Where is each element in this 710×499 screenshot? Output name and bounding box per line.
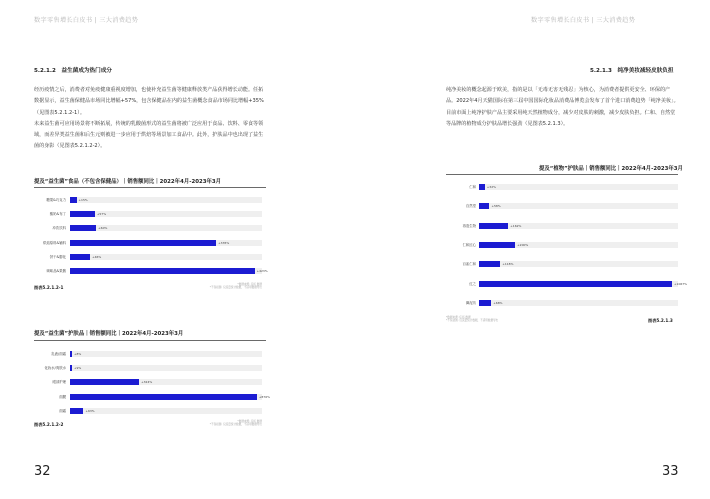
bar-row — [446, 300, 678, 306]
bar-row — [446, 281, 688, 287]
bar — [479, 242, 515, 248]
bar-value-label: +876% — [258, 394, 270, 399]
bar-category-label: 烘焙原料&辅料 — [43, 240, 66, 245]
bar-row — [34, 408, 262, 414]
bar-track — [70, 197, 262, 203]
bar-category-label: 仁和匠心 — [462, 242, 476, 247]
bar — [70, 211, 95, 217]
bar-category-label: 化妆水/爽肤水 — [44, 366, 66, 371]
bar-track — [70, 394, 270, 400]
chart3-source-note: *数据来源: 任拓 数据 *不包括国: 仅流量统计数据，不适用数据导出 — [446, 316, 499, 323]
bar-track — [70, 211, 262, 217]
chart1-figure-label: 图表5.2.1.2-1 — [34, 285, 64, 290]
bar-track — [70, 365, 262, 371]
bar-track — [70, 240, 262, 246]
bar-row — [446, 261, 678, 267]
bar — [70, 379, 139, 385]
bar-category-label: 再造生物 — [462, 223, 476, 228]
paragraph: 纯净美妆的概念起源于欧美，指的是以「无毒无害无残忍」为核心，为消费者提供更安全、环保的产品。2022年4月天猫国际在第三届中国国际化妆品消费品博览会发布了首个进口消费趋势「纯净美妆」。 — [446, 87, 679, 105]
bar-track — [70, 268, 268, 274]
running-header-left: 数字零售增长白皮书 | 三大消费趋势 — [34, 17, 139, 24]
bar — [479, 223, 508, 229]
bar-category-label: 仁和 — [469, 185, 476, 189]
bar-category-label: 乳液/面霜 — [51, 352, 66, 356]
bar-category-label: 自然堂 — [465, 204, 476, 209]
bar — [70, 408, 83, 414]
chart2-rule — [34, 340, 266, 341]
bar — [479, 184, 485, 190]
bar-row — [446, 223, 678, 229]
bar-track — [479, 184, 678, 190]
bar-value-label: +68% — [493, 300, 503, 305]
bar-value-label: +9% — [74, 366, 82, 371]
bar-track — [479, 223, 678, 229]
bar — [70, 268, 255, 274]
bar-category-label: 调味品&果酱 — [46, 269, 66, 273]
bar-category-label: 面膜 — [59, 394, 66, 399]
bar-category-label: 红之 — [469, 281, 476, 286]
chart2-figure-label: 图表5.2.1.2-2 — [34, 422, 64, 427]
chart1-rule — [34, 187, 266, 188]
bar-value-label: +423% — [256, 269, 268, 273]
bar — [479, 281, 672, 287]
chart2-title: 提及“益生菌”护肤品｜销售额同比｜2022年4月-2023年3月 — [34, 331, 184, 337]
bar-row — [34, 351, 262, 357]
bar-row — [446, 184, 678, 190]
bar — [479, 203, 489, 209]
chart3-title: 提及“植物”护肤品｜销售额同比｜2022年4月-2023年3月 — [539, 166, 683, 172]
bar-track — [479, 281, 688, 287]
paragraph: 经历疫情之后，消费者对免疫健康重视度增加，也使补充益生菌等健康释放类产品获得增长动能。任拓数据显示，益生菌保健品市场同比增幅+57%，包含保健品在内的益生菌概念食品市场同比增幅+35%（见图表5.2.1.2-1）。 — [34, 87, 264, 116]
page-number-left: 32 — [34, 464, 51, 479]
bar-track — [70, 254, 262, 260]
bar-value-label: +46% — [92, 254, 102, 259]
bar-row — [34, 268, 268, 274]
bar-category-label: 百雀仁和 — [462, 262, 476, 267]
bar-track — [70, 225, 262, 231]
bar — [70, 197, 77, 203]
section-title-5-2-1-3: 5.2.1.3 纯净美妆减轻皮肤负担 — [590, 68, 674, 74]
chart2-source-note: *数据来源: 任拓 数据 *不包括国: 仅流量统计数据，不适用数据导出 — [209, 420, 262, 427]
bar-value-label: +60% — [98, 226, 108, 231]
bar — [70, 254, 90, 260]
bar-category-label: 饼干&膨化 — [49, 254, 66, 259]
running-header-right: 数字零售增长白皮书 | 三大消费趋势 — [531, 17, 636, 24]
bar-value-label: +162% — [510, 223, 522, 228]
bar-track — [70, 379, 262, 385]
bar-row — [446, 203, 678, 209]
bar-row — [446, 242, 678, 248]
bar-category-label: 冲饮饮料 — [52, 226, 66, 231]
right-body-text — [446, 85, 679, 130]
bar — [70, 394, 257, 400]
chart1-source-note: *数据来源: 任拓 数据 *不包括国: 仅流量统计数据，不适用数据导出 — [209, 283, 262, 290]
bar-track — [479, 300, 678, 306]
bar-track — [479, 203, 678, 209]
bar — [479, 261, 500, 267]
bar-row — [34, 225, 262, 231]
bar-track — [70, 408, 262, 414]
bar — [70, 240, 216, 246]
chart1-title: 提及“益生菌”食品（不包含保健品）｜销售额同比｜2022年4月-2023年3月 — [34, 179, 221, 185]
bar-category-label: 糖果&巧克力 — [46, 198, 66, 202]
bar — [70, 351, 72, 357]
bar-row — [34, 240, 262, 246]
chart3-figure-label: 图表5.2.1.3 — [648, 318, 673, 323]
bar-value-label: +1067% — [674, 281, 688, 286]
bar-value-label: +324% — [141, 380, 153, 385]
bar-value-label: +8% — [74, 352, 82, 356]
chart3-rule — [446, 174, 678, 175]
right-page — [355, 0, 710, 499]
bar-row — [34, 379, 262, 385]
bar-value-label: +200% — [517, 242, 529, 247]
bar-row — [34, 211, 262, 217]
bar-value-label: +63% — [85, 408, 95, 413]
bar — [70, 365, 72, 371]
bar-row — [34, 394, 270, 400]
paragraph: 目前市面上纯净护肤产品主要采用纯天然植物成分，减少对皮肤的刺激，减少皮肤负担。仁和、自然堂等品牌的植物成分护肤品增长强劲（见图表5.2.1.3）。 — [446, 109, 676, 127]
bar — [70, 225, 96, 231]
bar-category-label: 面霜 — [59, 408, 66, 413]
bar-row — [34, 197, 262, 203]
bar-value-label: +58% — [491, 204, 501, 209]
bar-value-label: +32% — [486, 185, 496, 189]
bar-value-label: +15% — [78, 198, 88, 202]
bar-value-label: +118% — [502, 262, 514, 267]
bar-row — [34, 254, 262, 260]
bar — [479, 300, 491, 306]
bar-category-label: 酸奶&布丁 — [49, 212, 66, 217]
bar-row — [34, 365, 262, 371]
bar-track — [479, 261, 678, 267]
bar-category-label: 御泥坊 — [465, 300, 476, 305]
bar-category-label: 眼部护理 — [52, 380, 66, 385]
bar-value-label: +57% — [96, 212, 107, 217]
left-body-text — [34, 85, 268, 153]
page-number-right: 33 — [662, 464, 679, 479]
bar-track — [479, 242, 678, 248]
bar-value-label: +335% — [218, 240, 230, 245]
paragraph: 未来益生菌可应用场景将不断拓展，传统的乳酸菌形式的益生菌将被广泛应用于食品、饮料、零食等领域，而差异类益生菌和后生元则被进一步应用于烘焙等场景加工食品中。此外，护肤品中也出现了益生菌的身影（见图表5.2.1.2-2）。 — [34, 120, 264, 150]
bar-track — [70, 351, 262, 357]
section-title-5-2-1-2: 5.2.1.2 益生菌成为热门成分 — [34, 68, 112, 74]
